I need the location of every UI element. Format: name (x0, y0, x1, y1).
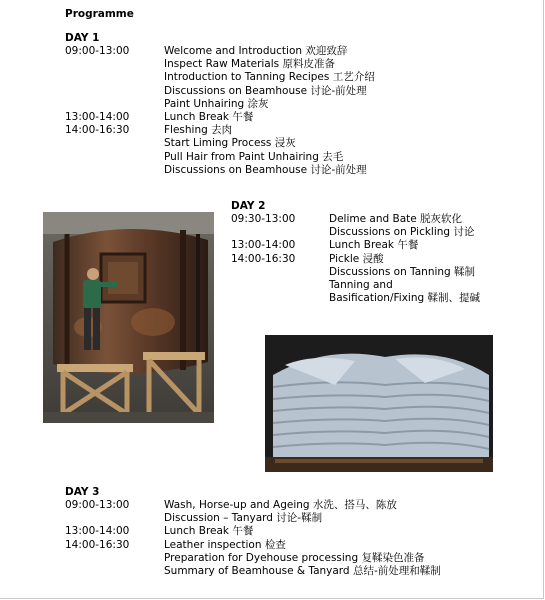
activity: Welcome and Introduction 欢迎致辞 (164, 45, 348, 57)
day2-schedule (231, 213, 536, 305)
day3-row-lunch (65, 525, 535, 538)
day3-time-morning: 09:00-13:00 (65, 499, 130, 511)
activity: Discussions on Beamhouse 讨论-前处理 (164, 84, 367, 97)
day3-time-afternoon: 14:00-16:30 (65, 538, 130, 551)
activity: Discussions on Pickling 讨论 (329, 226, 475, 239)
day1-schedule (65, 45, 535, 177)
activity: Discussions on Beamhouse 讨论-前处理 (164, 163, 367, 176)
activity: Discussion – Tanyard 讨论-鞣制 (164, 512, 323, 525)
activity: Introduction to Tanning Recipes 工艺介绍 (164, 71, 375, 84)
day3-row-morning (65, 499, 535, 525)
activity: Lunch Break 午餐 (164, 525, 254, 538)
day1-row-lunch (65, 111, 535, 124)
day1-activities-morning (164, 45, 535, 111)
tanning-drum-illustration (43, 212, 214, 423)
day3-activities-afternoon (164, 539, 535, 579)
day2-row-morning (231, 213, 536, 239)
day2-heading: DAY 2 (231, 200, 266, 212)
day2-activities-afternoon (329, 253, 536, 306)
day3-schedule (65, 499, 535, 578)
activity: Lunch Break 午餐 (164, 111, 254, 124)
activity: Basification/Fixing 鞣制、提碱 (329, 292, 480, 305)
activity: Inspect Raw Materials 原料皮准备 (164, 58, 335, 71)
day3-activities-morning (164, 499, 535, 525)
day3-time-lunch: 13:00-14:00 (65, 525, 130, 538)
day2-activities-lunch (329, 239, 536, 252)
activity: Start Liming Process 浸灰 (164, 137, 296, 150)
day1-activities-lunch (164, 111, 535, 124)
activity: Delime and Bate 脱灰软化 (329, 213, 463, 225)
stacked-hides-illustration (265, 335, 493, 472)
tanning-drum-photo (43, 212, 214, 423)
day3-row-afternoon (65, 539, 535, 579)
programme-title: Programme (65, 8, 134, 20)
day2-time-lunch: 13:00-14:00 (231, 239, 296, 252)
activity: Preparation for Dyehouse processing 复鞣染色准备 (164, 551, 425, 564)
activity: Leather inspection 检查 (164, 538, 286, 551)
activity: Lunch Break 午餐 (329, 239, 419, 252)
day2-row-afternoon (231, 253, 536, 306)
day1-time-afternoon: 14:00-16:30 (65, 124, 130, 137)
stacked-hides-photo (265, 335, 493, 472)
day1-time-lunch: 13:00-14:00 (65, 111, 130, 124)
day2-row-lunch (231, 239, 536, 252)
day1-activities-afternoon (164, 124, 535, 177)
day2-time-morning: 09:30-13:00 (231, 213, 296, 225)
day1-time-morning: 09:00-13:00 (65, 45, 130, 57)
activity: Pickle 浸酸 (329, 252, 384, 265)
day3-heading: DAY 3 (65, 486, 100, 498)
day1-row-morning (65, 45, 535, 111)
activity: Tanning and (329, 279, 393, 292)
activity: Summary of Beamhouse & Tanyard 总结-前处理和鞣制 (164, 565, 441, 578)
day1-row-afternoon (65, 124, 535, 177)
day2-time-afternoon: 14:00-16:30 (231, 252, 296, 265)
day3-activities-lunch (164, 525, 535, 538)
activity: Wash, Horse-up and Ageing 水洗、搭马、陈放 (164, 499, 397, 511)
day2-activities-morning (329, 213, 536, 239)
day1-heading: DAY 1 (65, 32, 100, 44)
activity: Pull Hair from Paint Unhairing 去毛 (164, 150, 344, 163)
activity: Fleshing 去肉 (164, 124, 233, 137)
activity: Paint Unhairing 涂灰 (164, 97, 269, 110)
activity: Discussions on Tanning 鞣制 (329, 265, 476, 278)
